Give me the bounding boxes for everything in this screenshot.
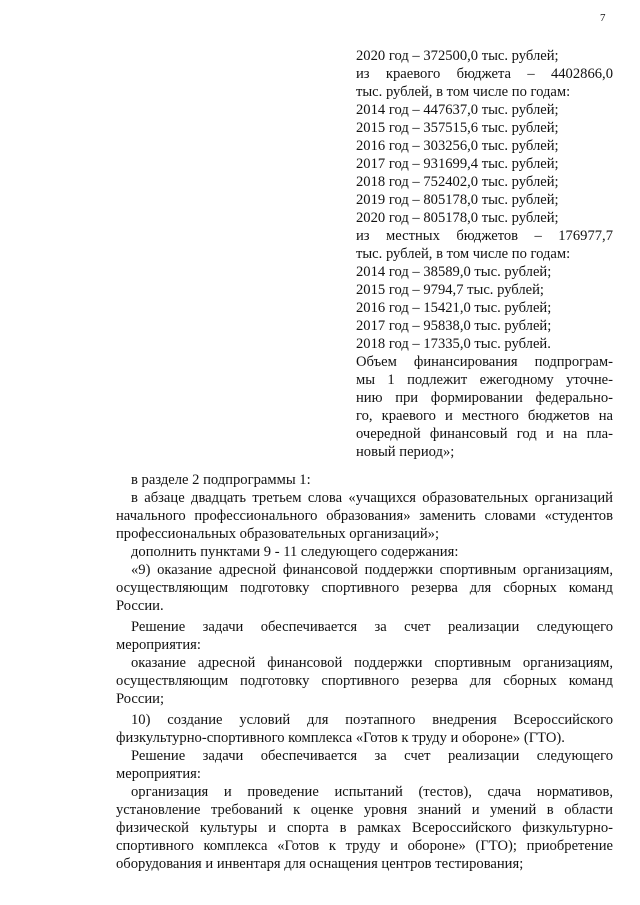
financing-line: 2014 год – 38589,0 тыс. рублей; [356, 264, 552, 280]
financing-line: 2018 год – 752402,0 тыс. рублей; [356, 174, 559, 190]
financing-line: 2015 год – 357515,6 тыс. рублей; [356, 120, 559, 136]
financing-line: из краевого бюджета – 4402866,0 [356, 66, 613, 82]
financing-line: нию при формировании федерально- [356, 390, 613, 406]
financing-column [356, 47, 613, 461]
financing-line: 2020 год – 372500,0 тыс. рублей; [356, 48, 559, 64]
paragraph: в разделе 2 подпрограммы 1: [131, 472, 311, 488]
paragraph: «9) оказание адресной финансовой поддержки спортивным организациям, осуществляющим подготовку спортивного резерва для сборных команд России. [116, 562, 613, 614]
financing-line: тыс. рублей, в том числе по годам: [356, 84, 571, 100]
document-body [116, 471, 613, 873]
financing-line: мы 1 подлежит ежегодному уточне- [356, 372, 613, 388]
financing-line: очередной финансовый год и на пла- [356, 426, 613, 442]
paragraph: организация и проведение испытаний (тестов), сдача нормативов, установление требований к оценке уровня знаний и умений в области физической культуры и спорта в рамках Всероссийского физкультурно-спортивного комплекса «Готов к труду и обороне» (ГТО); приобретение оборудования и инвентаря для оснащения центров тестирования; [116, 784, 613, 872]
financing-line: 2018 год – 17335,0 тыс. рублей. [356, 336, 551, 352]
financing-line: го, краевого и местного бюджетов на [356, 408, 613, 424]
financing-line: 2014 год – 447637,0 тыс. рублей; [356, 102, 559, 118]
financing-line: 2016 год – 303256,0 тыс. рублей; [356, 138, 559, 154]
financing-line: Объем финансирования подпрограм- [356, 354, 613, 370]
paragraph: в абзаце двадцать третьем слова «учащихся образовательных организаций начального профессионального образования» заменить словами «студентов профессиональных образовательных организаций»; [116, 490, 613, 542]
paragraph: Решение задачи обеспечивается за счет реализации следующего мероприятия: [116, 748, 613, 782]
paragraph: 10) создание условий для поэтапного внедрения Всероссийского физкультурно-спортивного комплекса «Готов к труду и обороне» (ГТО). [116, 712, 613, 746]
financing-line: тыс. рублей, в том числе по годам: [356, 246, 571, 262]
financing-line: новый период»; [356, 444, 455, 460]
page-number: 7 [600, 12, 606, 24]
paragraph: оказание адресной финансовой поддержки спортивным организациям, осуществляющим подготовку спортивного резерва для сборных команд России; [116, 655, 613, 707]
financing-line: 2020 год – 805178,0 тыс. рублей; [356, 210, 559, 226]
paragraph: Решение задачи обеспечивается за счет реализации следующего мероприятия: [116, 619, 613, 653]
financing-line: из местных бюджетов – 176977,7 [356, 228, 613, 244]
financing-line: 2017 год – 95838,0 тыс. рублей; [356, 318, 552, 334]
financing-line: 2019 год – 805178,0 тыс. рублей; [356, 192, 559, 208]
financing-line: 2017 год – 931699,4 тыс. рублей; [356, 156, 559, 172]
financing-line: 2015 год – 9794,7 тыс. рублей; [356, 282, 544, 298]
financing-line: 2016 год – 15421,0 тыс. рублей; [356, 300, 552, 316]
paragraph: дополнить пунктами 9 - 11 следующего содержания: [131, 544, 459, 560]
